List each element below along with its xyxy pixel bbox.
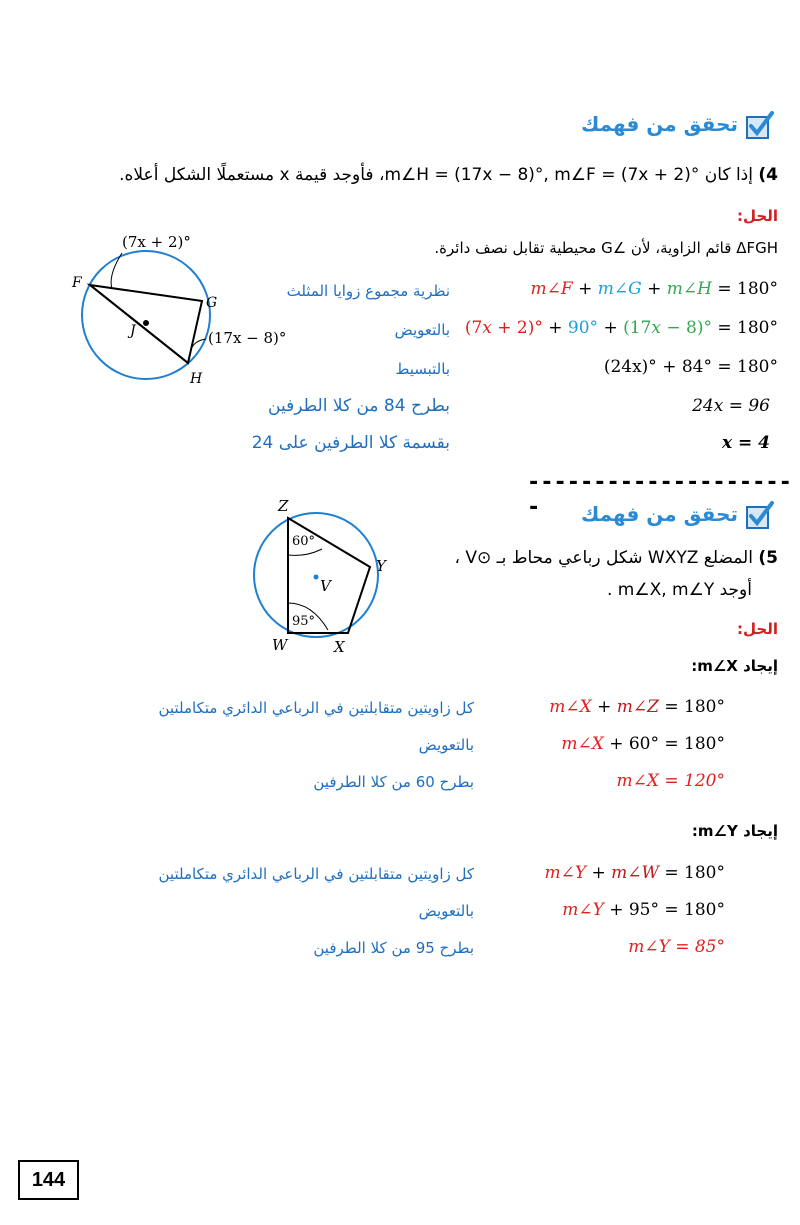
s2y-step1-reason: كل زاويتين متقابلتين في الرباعي الدائري متكاملتين bbox=[158, 865, 474, 883]
solution1-label: الحل: bbox=[737, 207, 778, 225]
find-y-label: إيجاد m∠Y: bbox=[691, 822, 778, 840]
s1-step4-reason: بطرح 84 من كلا الطرفين bbox=[268, 396, 450, 416]
s1-step5-eq: x = 4 bbox=[721, 433, 770, 453]
point-y: Y bbox=[376, 557, 386, 575]
s2y-step1-eq: m∠Y + m∠W = 180° bbox=[544, 863, 725, 883]
s2x-step2-eq: m∠X + 60° = 180° bbox=[561, 734, 725, 754]
center-point bbox=[143, 320, 149, 326]
label-17x8: (17x − 8)° bbox=[208, 329, 287, 347]
problem5-number: 5) bbox=[758, 548, 778, 568]
point-j: J bbox=[130, 323, 136, 339]
s2y-step2-eq: m∠Y + 95° = 180° bbox=[562, 900, 725, 920]
s1-step3-reason: بالتبسيط bbox=[395, 360, 450, 378]
point-f: F bbox=[72, 275, 82, 291]
solution1-intro: ΔFGH قائم الزاوية، لأن ∠G محيطية تقابل نصف دائرة. bbox=[434, 239, 778, 257]
point-x: X bbox=[334, 638, 345, 655]
quadrilateral-circle-figure bbox=[240, 495, 390, 655]
s1-step2-eq: (7x + 2)° + 90° + (17x − 8)° = 180° bbox=[464, 318, 778, 338]
point-w: W bbox=[272, 636, 288, 654]
problem4-text: إذا كان ‎m∠H = (17x − 8)°, m∠F = (7x + 2)°‎، فأوجد قيمة x مستعملًا الشكل أعلاه. bbox=[119, 165, 753, 185]
problem5-text1: المضلع WXYZ شكل رباعي محاط بـ ⊙V ، bbox=[454, 548, 753, 568]
point-z: Z bbox=[278, 497, 289, 515]
angle-z-arc bbox=[288, 549, 322, 555]
find-x-label: إيجاد m∠X: bbox=[691, 657, 778, 675]
s1-step1-reason: نظرية مجموع زوايا المثلث bbox=[286, 282, 450, 300]
label-7x2: (7x + 2)° bbox=[122, 233, 191, 251]
s1-step4-eq: 24x = 96 bbox=[692, 396, 770, 416]
section1-title: تحقق من فهمك bbox=[581, 112, 738, 136]
label-95: 95° bbox=[292, 614, 316, 629]
s1-step3-eq: (24x)° + 84° = 180° bbox=[603, 357, 778, 377]
problem4-line bbox=[119, 165, 778, 185]
s1-step1-eq: m∠F + m∠G + m∠H = 180° bbox=[530, 279, 778, 299]
center-v bbox=[314, 575, 319, 580]
s2y-step2-reason: بالتعويض bbox=[418, 902, 474, 920]
label-60: 60° bbox=[292, 534, 316, 549]
s2x-step3-reason: بطرح 60 من كلا الطرفين bbox=[313, 773, 474, 791]
s2x-step3-eq: m∠X = 120° bbox=[616, 771, 725, 791]
section2-title: تحقق من فهمك bbox=[581, 502, 738, 526]
triangle-circle-figure bbox=[60, 225, 290, 430]
problem5-line2: أوجد m∠X, m∠Y . bbox=[606, 580, 752, 600]
point-v: V bbox=[320, 577, 331, 595]
point-g: G bbox=[206, 295, 218, 311]
s2y-step3-reason: بطرح 95 من كلا الطرفين bbox=[313, 939, 474, 957]
problem5-line1 bbox=[454, 548, 778, 568]
s2x-step1-eq: m∠X + m∠Z = 180° bbox=[549, 697, 725, 717]
dashed-divider: --------------------- bbox=[527, 470, 792, 520]
s1-step2-reason: بالتعويض bbox=[394, 321, 450, 339]
point-h: H bbox=[190, 371, 203, 387]
s1-step5-reason: بقسمة كلا الطرفين على 24 bbox=[251, 433, 450, 453]
problem4-number: 4) bbox=[758, 165, 778, 185]
check-icon bbox=[745, 110, 775, 140]
circle-j bbox=[82, 251, 210, 379]
s2x-step2-reason: بالتعويض bbox=[418, 736, 474, 754]
s2y-step3-eq: m∠Y = 85° bbox=[628, 937, 725, 957]
check-icon bbox=[745, 500, 775, 530]
page-number: 144 bbox=[18, 1160, 79, 1200]
s2x-step1-reason: كل زاويتين متقابلتين في الرباعي الدائري متكاملتين bbox=[158, 699, 474, 717]
solution2-label: الحل: bbox=[737, 620, 778, 638]
